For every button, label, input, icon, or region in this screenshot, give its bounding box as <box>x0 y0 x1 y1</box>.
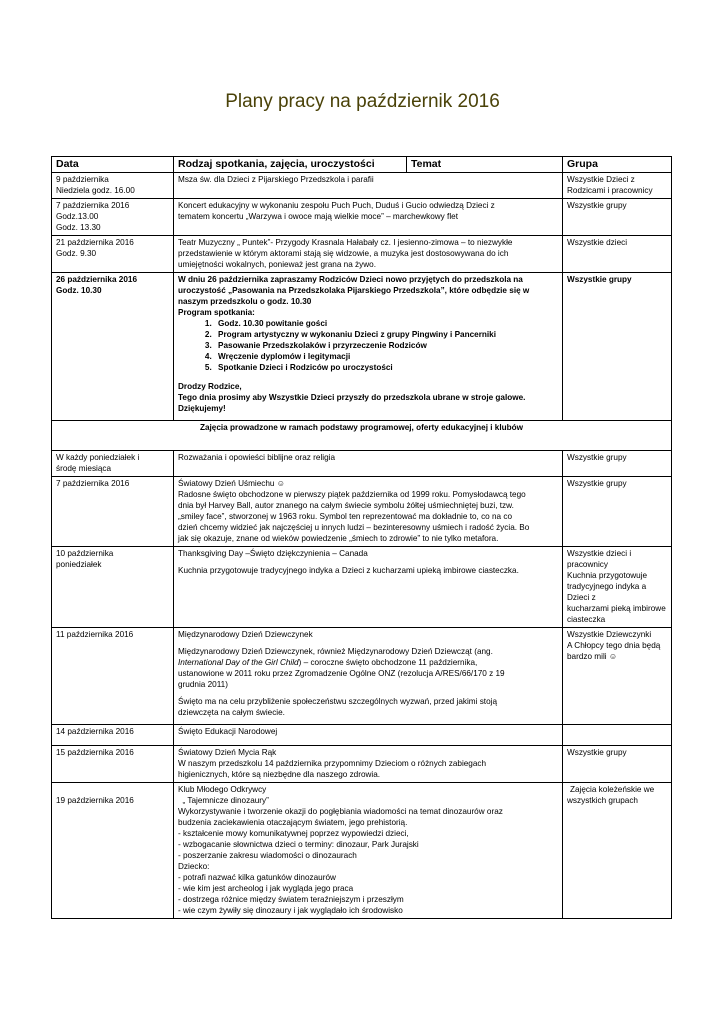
group-cell: Wszystkie grupy <box>563 477 672 547</box>
description-cell: Thanksgiving Day –Święto dziękczynienia – Canada Kuchnia przygotowuje tradycyjnego indyka a Dzieci z kucharzami upieką imbirowe ciasteczka. <box>174 547 563 628</box>
program-item: 1. Godz. 10.30 powitanie gości <box>214 318 558 329</box>
description-cell: Rozważania i opowieści biblijne oraz religia <box>174 451 563 477</box>
program-item: 3. Pasowanie Przedszkolaków i przyrzeczenie Rodziców <box>214 340 558 351</box>
table-row <box>52 477 672 547</box>
group-cell: Wszystkie grupy <box>563 199 672 236</box>
date-cell: 26 października 2016 Godz. 10.30 <box>52 273 174 421</box>
date-cell: 15 października 2016 <box>52 746 174 783</box>
header-data: Data <box>52 157 174 173</box>
group-cell: Wszystkie grupy <box>563 451 672 477</box>
table-row <box>52 451 672 477</box>
table-row <box>52 547 672 628</box>
table-row <box>52 725 672 746</box>
date-cell: W każdy poniedziałek i środę miesiąca <box>52 451 174 477</box>
page-title: Plany pracy na październik 2016 <box>225 91 500 112</box>
header-temat: Temat <box>407 157 563 173</box>
description-cell: Teatr Muzyczny „ Puntek”- Przygody Krasnala Hałabały cz. I jesienno-zimowa – to niezwykłe przedstawienie w którym aktorami stają się widzowie, a muzyka jest dostosowywana do ich umiejętności wokalnych, ponieważ jest grana na żywo. <box>174 236 563 273</box>
group-cell: Zajęcia koleżeńskie we wszystkich grupach <box>563 783 672 919</box>
group-cell: Wszystkie grupy <box>563 273 672 421</box>
table-row <box>52 199 672 236</box>
table-row <box>52 273 672 421</box>
program-item: 2. Program artystyczny w wykonaniu Dzieci z grupy Pingwiny i Pancerniki <box>214 329 558 340</box>
table-row <box>52 628 672 725</box>
description-cell: Światowy Dzień Uśmiechu ☺ Radosne święto obchodzone w pierwszy piątek października od 1999 roku. Pomysłodawcą tego dnia był Harvey Ball, autor znanego na całym świecie symbolu żółtej uśmiechniętej buzi, tzw. „smiley face”, stworzonej w 1963 roku. Symbol ten reprezentować ma dokładnie to, co na co dzień chcemy widzieć jak najczęściej u innych ludzi – bezinteresowny uśmiech i radość życia. Bo jak się okazuje, znane od wieków powiedzenie „śmiech to zdrowie” to nie tylko metafora. <box>174 477 563 547</box>
header-rodzaj: Rodzaj spotkania, zajęcia, uroczystości <box>174 157 407 173</box>
section-heading: Zajęcia prowadzone w ramach podstawy programowej, oferty edukacyjnej i klubów <box>52 421 672 451</box>
program-item: 5. Spotkanie Dzieci i Rodziców po uroczystości <box>214 362 558 373</box>
program-item: 4. Wręczenie dyplomów i legitymacji <box>214 351 558 362</box>
date-cell: 9 października Niedziela godz. 16.00 <box>52 173 174 199</box>
date-cell: 21 października 2016 Godz. 9.30 <box>52 236 174 273</box>
date-cell: 7 października 2016 Godz.13.00 Godz. 13.30 <box>52 199 174 236</box>
description-cell: Klub Młodego Odkrywcy „ Tajemnicze dinozaury” Wykorzystywanie i tworzenie okazji do pogłębiania wiadomości na temat dinozaurów oraz budzenia zaciekawienia otaczającym światem, jego prehistorią. - kształcenie mowy komunikatywnej poprzez wypowiedzi dzieci, - wzbogacanie słownictwa dzieci o terminy: dinozaur, Park Jurajski - poszerzanie zakresu wiadomości o dinozaurach Dziecko: - potrafi nazwać kilka gatunków dinozaurów - wie kim jest archeolog i jak wygląda jego praca - dostrzega różnice między światem teraźniejszym i przeszłym - wie czym żywiły się dinozaury i jak wyglądało ich środowisko <box>174 783 563 919</box>
table-row <box>52 236 672 273</box>
date-cell: 19 października 2016 <box>52 783 174 919</box>
date-cell: 7 października 2016 <box>52 477 174 547</box>
description-cell: Międzynarodowy Dzień Dziewczynek Międzynarodowy Dzień Dziewczynek, również Międzynarodowy Dzień Dziewcząt (ang. International Day of the Girl Child) – coroczne święto obchodzone 11 października, ustanowione w 2011 roku przez Zgromadzenie Ogólne ONZ (rezolucja A/RES/66/170 z 19 grudnia 2011) Święto ma na celu przybliżenie społeczeństwu szczególnych wyzwań, przed jakimi stoją dziewczęta na całym świecie. <box>174 628 563 725</box>
description-cell: Msza św. dla Dzieci z Pijarskiego Przedszkola i parafii <box>174 173 563 199</box>
group-cell: Wszystkie dzieci i pracownicy Kuchnia przygotowuje tradycyjnego indyka a Dzieci z kucharzami pieką imbirowe ciasteczka <box>563 547 672 628</box>
description-cell: Koncert edukacyjny w wykonaniu zespołu Puch Puch, Duduś i Gucio odwiedzą Dzieci z tematem koncertu „Warzywa i owoce mają wielkie moce” – marchewkowy flet <box>174 199 563 236</box>
table-row <box>52 746 672 783</box>
plan-table <box>51 156 672 919</box>
description-cell: Święto Edukacji Narodowej <box>174 725 563 746</box>
table-row <box>52 783 672 919</box>
program-list <box>178 318 558 373</box>
description-cell: W dniu 26 października zapraszamy Rodziców Dzieci nowo przyjętych do przedszkola na uroczystość „Pasowania na Przedszkolaka Pijarskiego Przedszkola”, które odbędzie się w naszym przedszkolu o godz. 10.30 Program spotkania: 1. Godz. 10.30 powitanie gości 2. Program artystyczny w wykonaniu Dzieci z grupy Pingwiny i Pancerniki 3. Pasowanie Przedszkolaków i przyrzeczenie Rodziców 4. Wręczenie dyplomów i legitymacji 5. Spotkanie Dzieci i Rodziców po uroczystości Drodzy Rodzice, Tego dnia prosimy aby Wszystkie Dzieci przyszły do przedszkola ubrane w stroje galowe. Dziękujemy! <box>174 273 563 421</box>
section-row <box>52 421 672 451</box>
group-cell <box>563 725 672 746</box>
group-cell: Wszystkie grupy <box>563 746 672 783</box>
date-cell: 11 października 2016 <box>52 628 174 725</box>
description-cell: Światowy Dzień Mycia Rąk W naszym przedszkolu 14 października przypomnimy Dzieciom o różnych zabiegach higienicznych, które są niezbędne dla naszego zdrowia. <box>174 746 563 783</box>
date-cell: 10 października poniedziałek <box>52 547 174 628</box>
group-cell: Wszystkie Dzieci z Rodzicami i pracownicy <box>563 173 672 199</box>
date-cell: 14 października 2016 <box>52 725 174 746</box>
group-cell: Wszystkie Dziewczynki A Chłopcy tego dnia będą bardzo mili ☺ <box>563 628 672 725</box>
group-cell: Wszystkie dzieci <box>563 236 672 273</box>
header-grupa: Grupa <box>563 157 672 173</box>
table-header-row <box>52 157 672 173</box>
table-row <box>52 173 672 199</box>
